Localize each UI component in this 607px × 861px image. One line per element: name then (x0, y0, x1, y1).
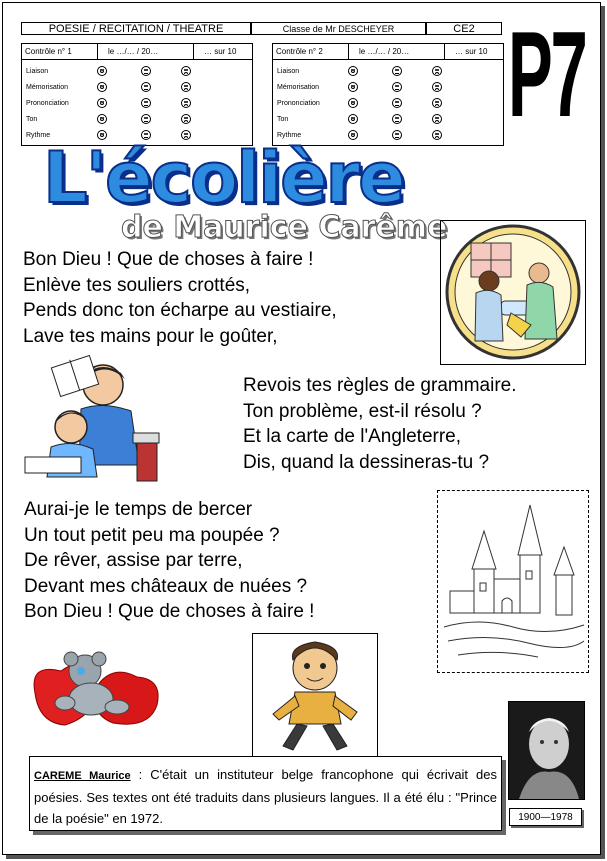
criterion-label: Rythme (277, 132, 302, 139)
happy-face-icon (348, 82, 358, 92)
criterion-label: Ton (277, 116, 289, 123)
verse-line: Devant mes châteaux de nuées ? (24, 575, 308, 597)
happy-face-icon (97, 114, 107, 124)
control-date: le …/… / 20… (98, 44, 194, 60)
happy-face-icon (348, 114, 358, 124)
control-box-2 (272, 43, 504, 146)
sad-face-icon (432, 114, 442, 124)
verse-line: Un tout petit peu ma poupée ? (24, 524, 280, 546)
level-header: CE2 (426, 22, 502, 35)
poem-number-badge: P7 (508, 6, 586, 142)
worksheet-page (2, 2, 601, 855)
control-box-2-header (273, 44, 503, 60)
criterion-label: Liaison (277, 68, 300, 75)
neutral-face-icon (141, 82, 151, 92)
criterion-row (26, 112, 246, 128)
criterion-label: Ton (26, 116, 38, 123)
criterion-row (277, 112, 497, 128)
criterion-row (277, 96, 497, 112)
criterion-label: Mémorisation (26, 84, 69, 91)
sad-face-icon (181, 82, 191, 92)
sad-face-icon (181, 114, 191, 124)
neutral-face-icon (392, 114, 402, 124)
criterion-row (26, 96, 246, 112)
criterion-label: Rythme (26, 132, 51, 139)
verse-line: Lave tes mains pour le goûter, (23, 325, 278, 347)
subject-header: POESIE / RECITATION / THEATRE (21, 22, 251, 35)
stanza-1 (23, 247, 337, 349)
author-biography (29, 756, 502, 831)
stanza-2 (243, 373, 517, 475)
control-box-1-header (22, 44, 252, 60)
happy-face-icon (348, 98, 358, 108)
sad-face-icon (432, 66, 442, 76)
sad-face-icon (432, 98, 442, 108)
bio-name: CAREME Maurice (34, 770, 131, 782)
sad-face-icon (181, 98, 191, 108)
teacher-header: Classe de Mr DESCHEYER (251, 22, 426, 35)
sad-face-icon (432, 130, 442, 140)
poem-title: L'écolière (43, 137, 404, 219)
sad-face-icon (432, 82, 442, 92)
control-box-1 (21, 43, 253, 146)
sad-face-icon (181, 66, 191, 76)
criterion-label: Liaison (26, 68, 49, 75)
control-label: Contrôle n° 1 (22, 44, 98, 60)
author-dates: 1900—1978 (509, 808, 582, 826)
neutral-face-icon (141, 114, 151, 124)
neutral-face-icon (392, 66, 402, 76)
criterion-label: Prononciation (277, 100, 320, 107)
control-score: … sur 10 (204, 47, 237, 56)
poem-author: de Maurice Carême (121, 210, 448, 245)
castle-illustration (437, 490, 589, 673)
verse-line: Dis, quand la dessineras-tu ? (243, 451, 490, 473)
verse-line: Revois tes règles de grammaire. (243, 375, 517, 396)
author-portrait (508, 701, 585, 800)
neutral-face-icon (141, 98, 151, 108)
boy-reading-illustration (21, 353, 163, 485)
neutral-face-icon (392, 82, 402, 92)
verse-line: Pends donc ton écharpe au vestiaire, (23, 300, 337, 321)
teddy-bear-illustration (25, 643, 165, 733)
happy-face-icon (97, 98, 107, 108)
verse-line: De rêver, assise par terre, (24, 550, 243, 571)
neutral-face-icon (392, 98, 402, 108)
criterion-row (277, 80, 497, 96)
criterion-row (277, 64, 497, 80)
verse-line: Et la carte de l'Angleterre, (243, 426, 462, 447)
bio-text: : C'était un instituteur belge francophone qui écrivait des poésies. Ses textes ont été traduits dans plusieurs langues. Il a été élu : "Prince de la poésie" en 1972. (34, 767, 497, 826)
control-score: … sur 10 (455, 47, 488, 56)
happy-face-icon (348, 66, 358, 76)
criterion-label: Mémorisation (277, 84, 320, 91)
control-label: Contrôle n° 2 (273, 44, 349, 60)
verse-line: Bon Dieu ! Que de choses à faire ! (23, 249, 314, 270)
criterion-label: Prononciation (26, 100, 69, 107)
happy-face-icon (97, 66, 107, 76)
verse-line: Bon Dieu ! Que de choses à faire ! (24, 601, 315, 622)
rag-doll-illustration (252, 633, 378, 757)
verse-line: Enlève tes souliers crottés, (23, 274, 251, 296)
stanza-3 (24, 497, 314, 625)
criterion-row (26, 80, 246, 96)
happy-face-icon (97, 82, 107, 92)
control-date: le …/… / 20… (349, 44, 445, 60)
handwashing-illustration (440, 220, 586, 365)
criterion-row (26, 64, 246, 80)
verse-line: Ton problème, est-il résolu ? (243, 400, 482, 422)
neutral-face-icon (141, 66, 151, 76)
verse-line: Aurai-je le temps de bercer (24, 499, 253, 520)
